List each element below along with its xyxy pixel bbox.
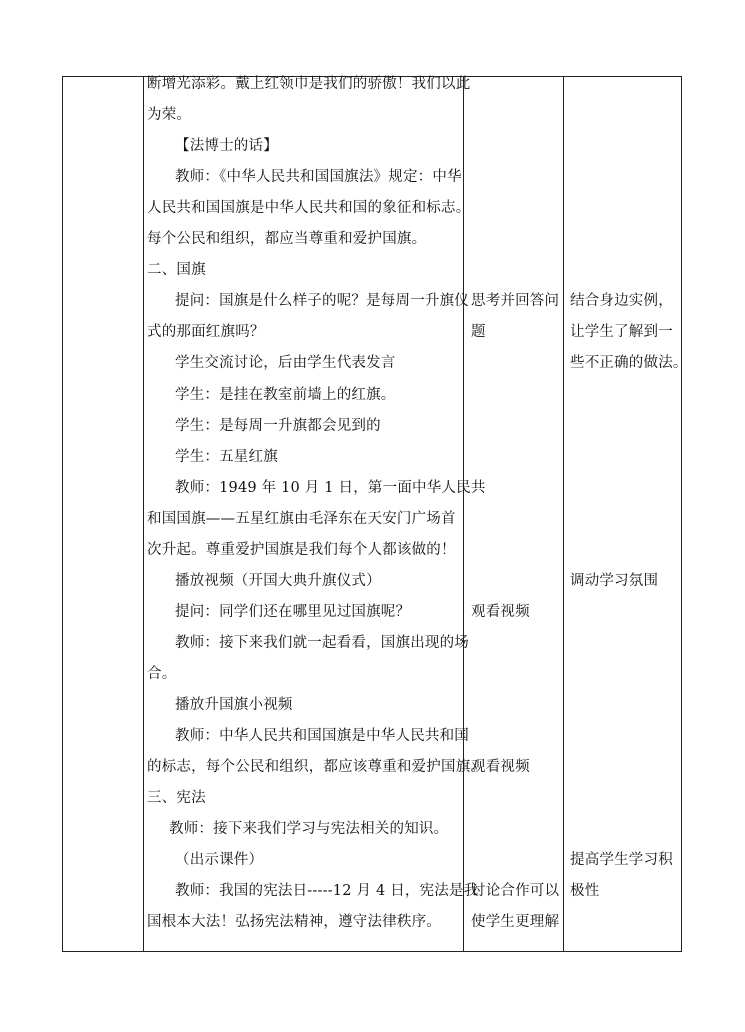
content-line: 次升起。尊重爱护国旗是我们每个人都该做的！ [147,541,456,558]
student-activity-line: 思考并回答问 [471,293,560,310]
column-divider [563,77,564,951]
design-intent-line: 些不正确的做法。 [570,355,688,372]
content-line: 每个公民和组织，都应当尊重和爱护国旗。 [147,231,427,248]
content-line: 和国国旗——五星红旗由毛泽东在天安门广场首 [147,510,456,527]
content-line: 学生：是每周一升旗都会见到的 [175,417,381,434]
design-intent-line: 提高学生学习积 [570,852,673,869]
student-activity-line: 讨论合作可以 [471,883,560,900]
content-line: 提问：同学们还在哪里见过国旗呢？ [175,603,411,620]
content-line: 播放视频（开国大典升旗仪式） [175,572,381,589]
design-intent-line: 极性 [570,883,600,900]
content-line: 为荣。 [147,107,192,124]
content-line: 的标志，每个公民和组织，都应该尊重和爱护国旗。 [147,759,486,776]
student-activity-line: 题 [471,324,486,341]
design-intent-line: 调动学习氛围 [570,572,659,589]
content-line: 人民共和国国旗是中华人民共和国的象征和标志。 [147,200,471,217]
design-intent-line: 让学生了解到一 [570,324,673,341]
content-line: 学生：五星红旗 [175,448,278,465]
content-line: 学生交流讨论，后由学生代表发言 [175,355,396,372]
content-line: 断增光添彩。戴上红领巾是我们的骄傲！我们以此 [147,76,471,92]
student-activity-line: 观看视频 [471,759,530,776]
column-divider [143,77,144,951]
lesson-table [62,76,688,952]
content-line: 【法博士的话】 [175,138,278,155]
content-line: 合。 [147,665,177,682]
content-line: 播放升国旗小视频 [175,697,293,713]
content-line: 学生：是挂在教室前墙上的红旗。 [175,386,396,403]
content-line: 提问：国旗是什么样子的呢？是每周一升旗仪 [175,293,469,310]
content-line: 式的那面红旗吗？ [147,324,265,341]
content-line: 教师：我国的宪法日-----12 月 4 日，宪法是我 [175,883,479,900]
content-line: 教师：接下来我们学习与宪法相关的知识。 [169,821,449,838]
content-line: 教师：1949 年 10 月 1 日，第一面中华人民共 [175,479,486,496]
design-intent-line: 结合身边实例， [570,293,673,310]
content-line: 教师：《中华人民共和国国旗法》规定：中华 [175,169,462,186]
content-line: （出示课件） [175,852,264,869]
content-line: 教师：中华人民共和国国旗是中华人民共和国 [175,728,469,745]
student-activity-line: 使学生更理解 [471,914,560,931]
content-line: 国根本大法！弘扬宪法精神，遵守法律秩序。 [147,914,441,931]
content-line: 三、宪法 [147,790,206,807]
student-activity-line: 观看视频 [471,603,530,620]
content-line: 教师：接下来我们就一起看看，国旗出现的场 [175,634,469,651]
content-line: 二、国旗 [147,262,206,279]
